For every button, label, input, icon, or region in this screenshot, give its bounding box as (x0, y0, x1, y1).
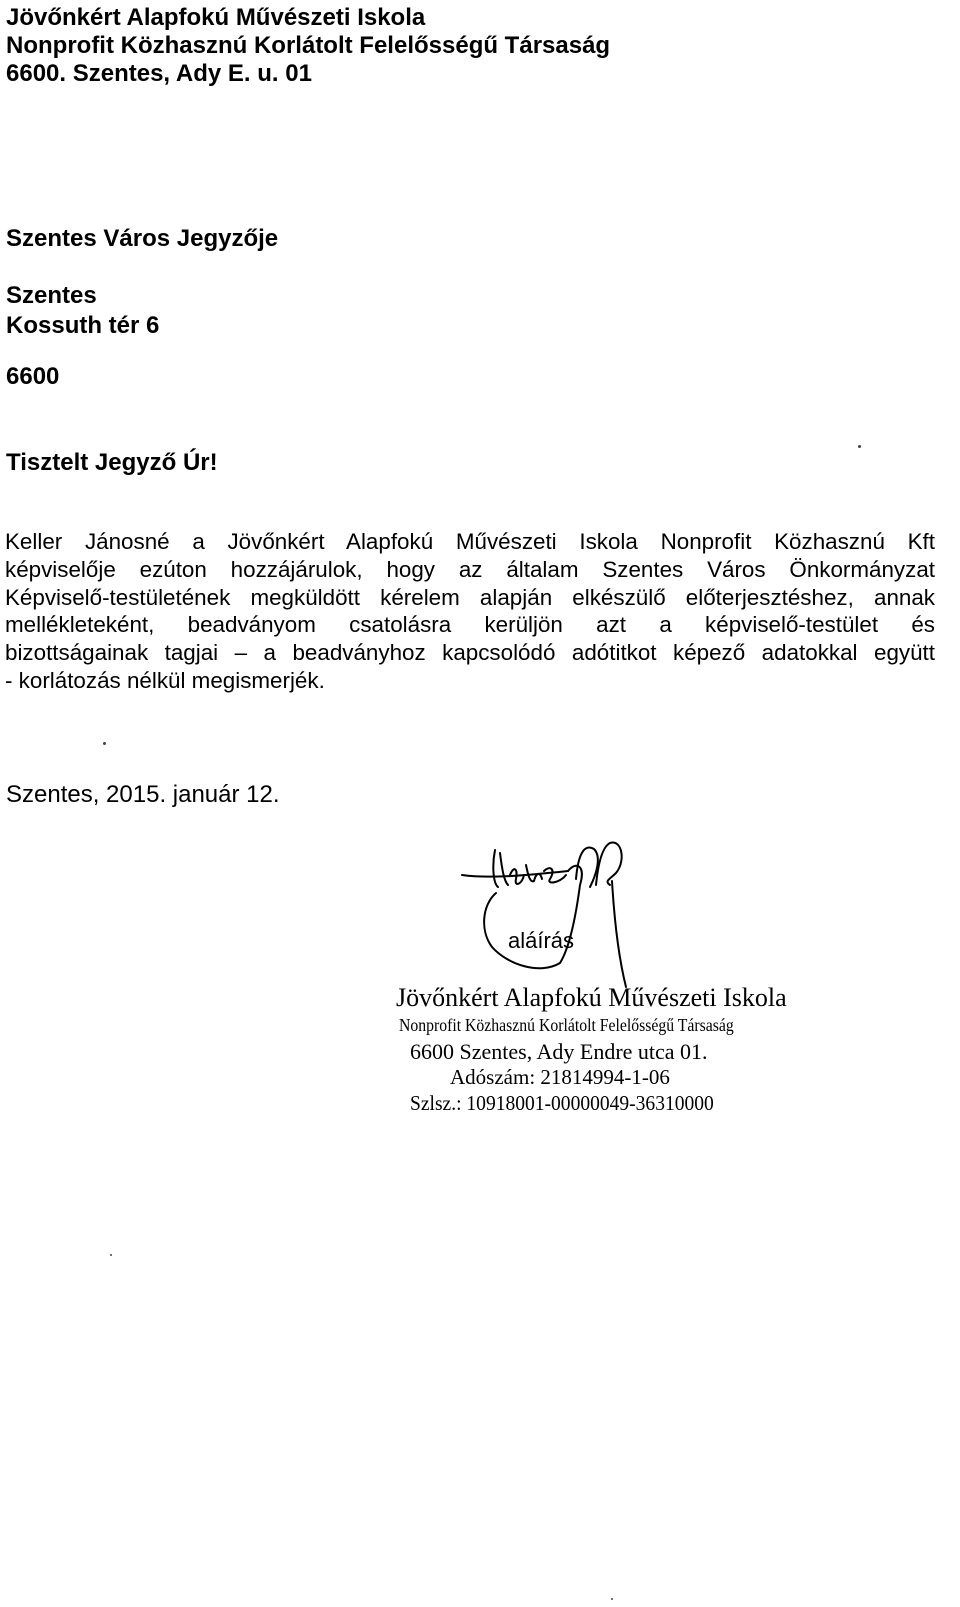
letter-date: Szentes, 2015. január 12. (6, 781, 280, 808)
sender-header (6, 4, 610, 88)
stamp-company: Nonprofit Közhasznú Korlátolt Felelősségű Társaság (399, 1015, 734, 1035)
stamp-address: 6600 Szentes, Ady Endre utca 01. (410, 1039, 708, 1064)
signature-area (400, 835, 780, 995)
body-line: Képviselő-testületének megküldött kérelem alapján elkészülő előterjesztéshez, annak (5, 584, 935, 610)
recipient-zip: 6600 (6, 363, 60, 390)
recipient-title: Szentes Város Jegyzője (6, 225, 279, 252)
signature-label: aláírás (508, 928, 575, 953)
stamp-name: Jövőnkért Alapfokú Művészeti Iskola (396, 983, 787, 1012)
body-line: képviselője ezúton hozzájárulok, hogy az általam Szentes Város Önkormányzat (5, 556, 935, 582)
recipient-city: Szentes (6, 282, 97, 309)
handwritten-signature (400, 835, 780, 995)
body-line: bizottságainak tagjai – a beadványhoz kapcsolódó adótitkot képező adatokkal együtt (5, 640, 935, 666)
body-line: Keller Jánosné a Jövőnkért Alapfokú Művészeti Iskola Nonprofit Közhasznú Kft (5, 529, 935, 554)
scan-speck (611, 1598, 613, 1600)
scan-speck (858, 445, 861, 448)
salutation: Tisztelt Jegyző Úr! (6, 449, 218, 476)
body-line: - korlátozás nélkül megismerjék. (5, 667, 325, 693)
recipient-street: Kossuth tér 6 (6, 312, 160, 339)
stamp-tax-number: Adószám: 21814994-1-06 (450, 1065, 670, 1089)
scan-speck (110, 1254, 112, 1256)
scan-speck (103, 742, 106, 745)
stamp-bank-account: Szlsz.: 10918001-00000049-36310000 (410, 1091, 714, 1115)
body-line: mellékleteként, beadványom csatolásra kerüljön azt a képviselő-testület és (5, 612, 935, 638)
sender-name: Jövőnkért Alapfokú Művészeti Iskola (6, 4, 426, 31)
sender-company: Nonprofit Közhasznú Korlátolt Felelősségű Társaság (6, 32, 611, 59)
letter-body (5, 528, 935, 695)
sender-address: 6600. Szentes, Ady E. u. 01 (6, 60, 312, 87)
